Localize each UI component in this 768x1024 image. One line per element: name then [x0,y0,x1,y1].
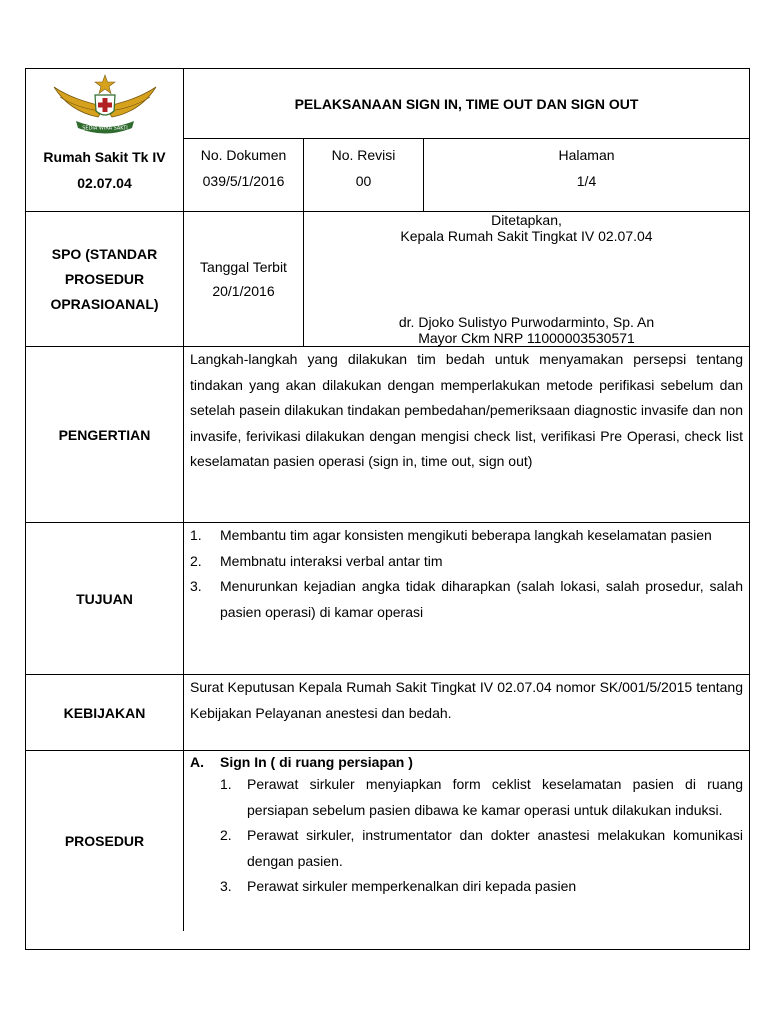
tujuan-label: TUJUAN [26,523,184,675]
kebijakan-text: Surat Keputusan Kepala Rumah Sakit Tingkat IV 02.07.04 nomor SK/001/5/2015 tentang Kebijakan Pelayanan anestesi dan bedah. [184,675,749,751]
signatory-name: dr. Djoko Sulistyo Purwodarminto, Sp. An [398,314,655,330]
list-item: 1. Perawat sirkuler menyiapkan form ceklist keselamatan pasien di ruang persiapan sebelum pasien dibawa ke kamar operasi untuk dilakukan induksi. [220,776,743,818]
signatory-rank: Mayor Ckm NRP 11000003530571 [418,330,635,346]
spo-table [25,68,750,950]
prosedur-list [190,772,743,900]
no-dokumen-cell [184,139,304,212]
no-revisi-label: No. Revisi [331,147,396,163]
halaman-cell [424,139,749,212]
hospital-logo [50,73,160,140]
list-item: 1. Membantu tim agar konsisten mengikuti beberapa langkah keselamatan pasien [190,527,712,543]
tanggal-terbit-label: Tanggal Terbit [200,259,287,275]
hospital-identity-cell [26,69,184,212]
halaman-label: Halaman [558,147,615,163]
tanggal-terbit-cell [184,212,304,347]
hospital-name-line2: 02.07.04 [77,175,132,191]
tanggal-terbit-value: 20/1/2016 [212,283,275,299]
kepala-rs-label: Kepala Rumah Sakit Tingkat IV 02.07.04 [400,228,653,244]
no-revisi-cell [304,139,424,212]
list-item: 3. Perawat sirkuler memperkenalkan diri kepada pasien [220,878,577,894]
kebijakan-label: KEBIJAKAN [26,675,184,751]
logo-motto: SEDIA WIRA SAKTI [81,125,128,132]
list-item: 2. Perawat sirkuler, instrumentator dan dokter anastesi melakukan komunikasi dengan pasien. [220,827,743,869]
prosedur-section-heading: A. Sign In ( di ruang persiapan ) [190,754,413,770]
spo-line1: SPO (STANDAR [51,245,158,262]
no-dokumen-value: 039/5/1/2016 [202,173,285,189]
list-item: 2. Membnatu interaksi verbal antar tim [190,552,443,569]
document-title: PELAKSANAAN SIGN IN, TIME OUT DAN SIGN OUT [184,69,749,139]
spo-line2: PROSEDUR [64,270,145,287]
prosedur-label: PROSEDUR [26,751,184,931]
no-dokumen-label: No. Dokumen [200,147,287,163]
ditetapkan-label: Ditetapkan, [491,212,562,228]
hospital-name-line1: Rumah Sakit Tk IV [43,149,166,165]
pengertian-text: Langkah-langkah yang dilakukan tim bedah untuk menyamakan persepsi tentang tindakan yang akan dilakukan dengan memperlakukan metode perifikasi sebelum dan setelah pasein dilakukan tindakan pembedahan/pemeriksaan diagnostic invasife dan non invasife, ferivikasi dilakukan dengan mengisi check list, verifikasi Pre Operasi, check list keselamatan pasien operasi (sign in, time out, sign out) [184,347,749,523]
ditetapkan-cell [304,212,749,347]
hospital-emblem-icon [50,73,160,135]
spo-line3: OPRASIOANAL) [50,295,159,312]
halaman-value: 1/4 [576,173,597,189]
spo-document [25,68,750,950]
hospital-name [43,144,165,196]
prosedur-content [184,751,749,931]
tujuan-content [184,523,749,675]
spo-label-cell [26,212,184,347]
tujuan-list [190,523,743,625]
pengertian-label: PENGERTIAN [26,347,184,523]
list-item: 3. Menurunkan kejadian angka tidak diharapkan (salah lokasi, salah prosedur, salah pasien operasi) di kamar operasi [190,578,743,620]
no-revisi-value: 00 [355,173,372,189]
